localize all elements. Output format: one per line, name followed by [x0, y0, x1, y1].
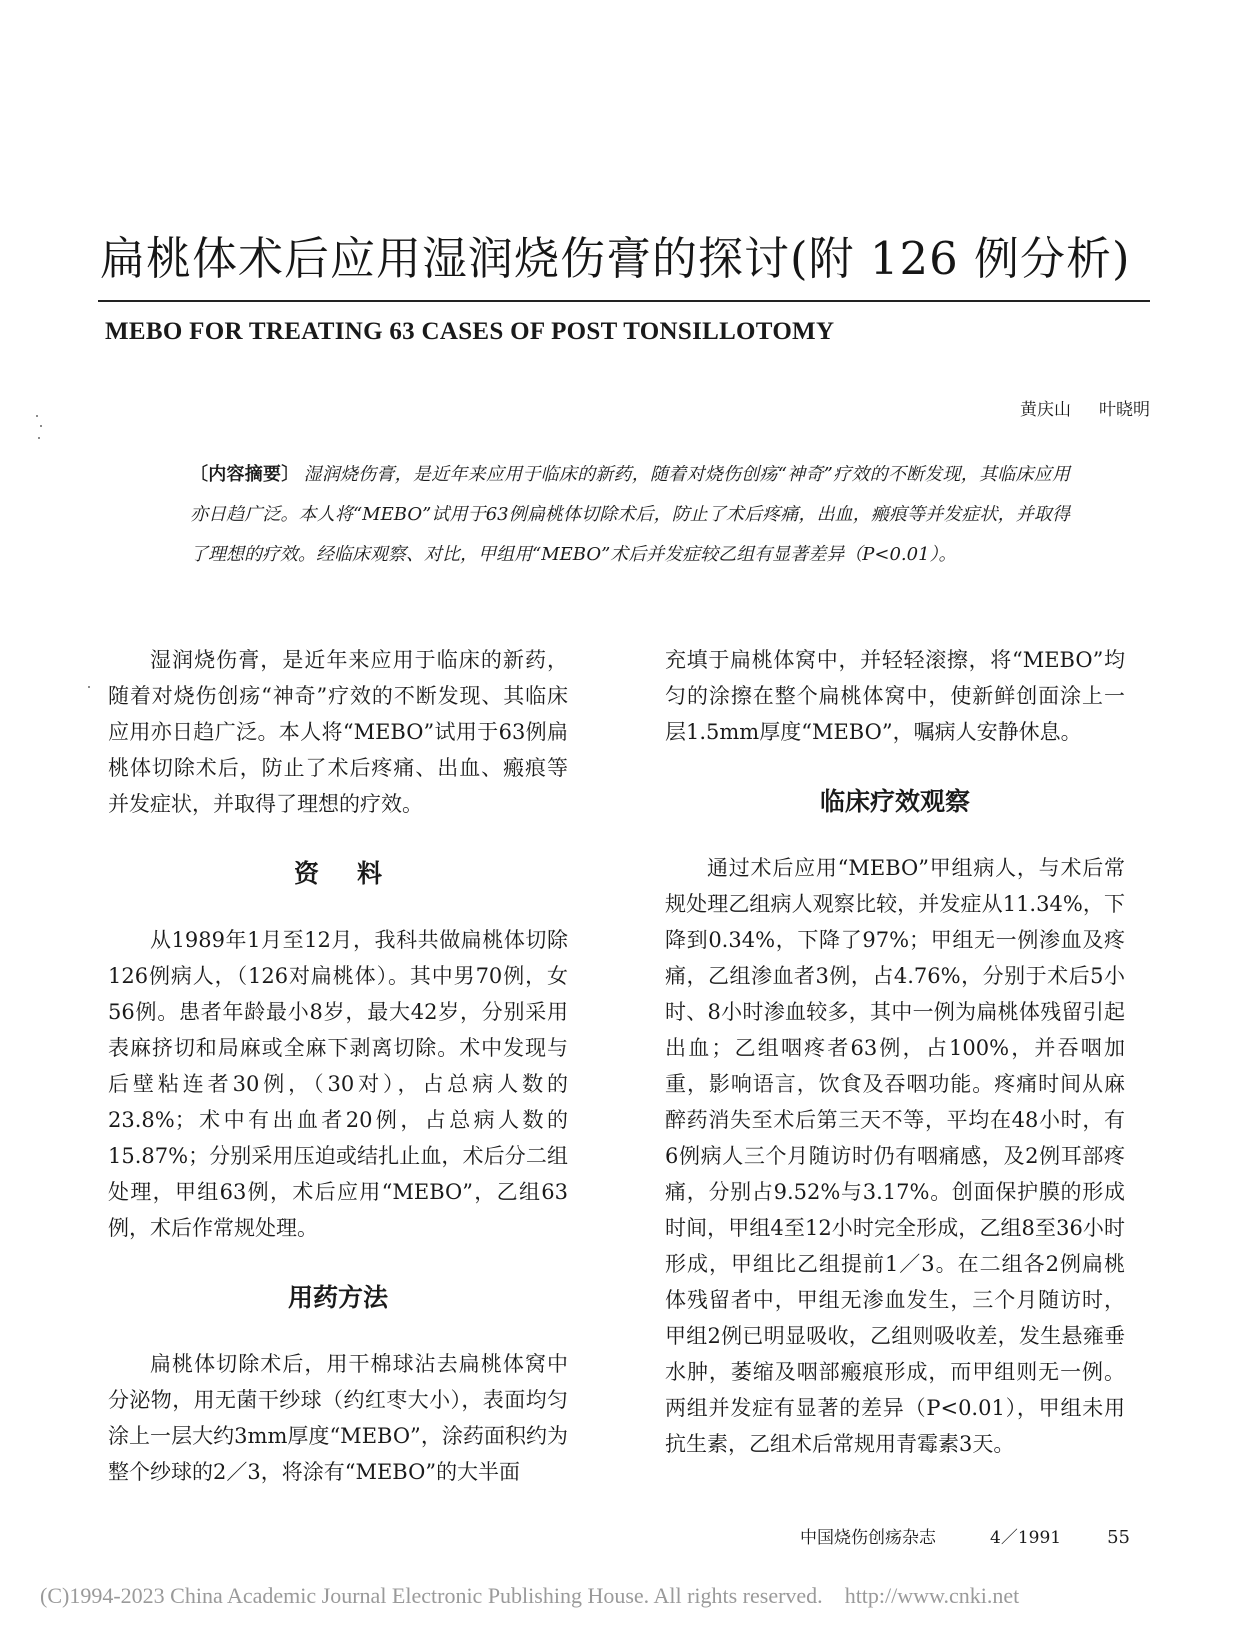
- scan-speck: [36, 415, 38, 417]
- abstract-text: 湿润烧伤膏，是近年来应用于临床的新药，随着对烧伤创疡“神奇”疗效的不断发现，其临床应用亦日趋广泛。本人将“MEBO”试用于63例扁桃体切除术后，防止了术后疼痛，出血，瘢痕等并发症状，并取得了理想的疗效。经临床观察、对比，甲组用“MEBO”术后并发症较乙组有显著差异（P<0.01）。: [190, 464, 1070, 565]
- issue-number: 4／1991: [990, 1528, 1062, 1548]
- scan-speck: [88, 686, 90, 688]
- observation-paragraph: 通过术后应用“MEBO”甲组病人，与术后常规处理乙组病人观察比较，并发症从11.34%，下降到0.34%，下降了97%；甲组无一例渗血及疼痛，乙组渗血者3例，占4.76%，分别于术后5小时、8小时渗血较多，其中一例为扁桃体残留引起出血；乙组咽疼者63例，占100%，并吞咽加重，影响语言，饮食及吞咽功能。疼痛时间从麻醉药消失至术后第三天不等，平均在48小时，有6例病人三个月随访时仍有咽痛感，及2例耳部疼痛，分别占9.52%与3.17%。创面保护膜的形成时间，甲组4至12小时完全形成，乙组8至36小时形成，甲组比乙组提前1／3。在二组各2例扁桃体残留者中，甲组无渗血发生，三个月随访时，甲组2例已明显吸收，乙组则吸收差，发生悬雍垂水肿，萎缩及咽部瘢痕形成，而甲组则无一例。两组并发症有显著的差异（P<0.01），甲组未用抗生素，乙组术后常规用青霉素3天。: [665, 856, 1125, 1456]
- author-name: 叶晓明: [1099, 400, 1150, 420]
- english-title: MEBO FOR TREATING 63 CASES OF POST TONSILLOTOMY: [105, 318, 835, 345]
- copyright-url: http://www.cnki.net: [844, 1583, 1020, 1608]
- author-name: 黄庆山: [1020, 400, 1071, 420]
- scan-speck: [40, 425, 42, 427]
- section-heading-materials: 资料: [293, 859, 420, 888]
- right-column: [665, 642, 1125, 1462]
- section-heading-observation: 临床疗效观察: [819, 787, 970, 816]
- method-paragraph-continued: 充填于扁桃体窝中，并轻轻滚擦，将“MEBO”均匀的涂擦在整个扁桃体窝中，使新鲜创面涂上一层1.5mm厚度“MEBO”，嘱病人安静休息。: [665, 648, 1125, 744]
- copyright-text: (C)1994-2023 China Academic Journal Electronic Publishing House. All rights reserved.: [40, 1583, 823, 1608]
- author-list: [900, 395, 1150, 420]
- materials-paragraph: 从1989年1月至12月，我科共做扁桃体切除126例病人，（126对扁桃体）。其中男70例，女56例。患者年龄最小8岁，最大42岁，分别采用表麻挤切和局麻或全麻下剥离切除。术中发现与后壁粘连者30例，（30对），占总病人数的23.8%；术中有出血者20例，占总病人数的15.87%；分别采用压迫或结扎止血，术后分二组处理，甲组63例，术后应用“MEBO”，乙组63例，术后作常规处理。: [108, 928, 568, 1240]
- article-title: 扁桃体术后应用湿润烧伤膏的探讨(附 126 例分析): [100, 232, 1131, 285]
- title-divider: [98, 300, 1150, 302]
- scan-speck: [38, 437, 40, 439]
- abstract: [190, 455, 1070, 575]
- page-footer: [800, 1523, 1150, 1548]
- intro-paragraph: 湿润烧伤膏，是近年来应用于临床的新药，随着对烧伤创疡“神奇”疗效的不断发现、其临床应用亦日趋广泛。本人将“MEBO”试用于63例扁桃体切除术后，防止了术后疼痛、出血、瘢痕等并发症状，并取得了理想的疗效。: [108, 648, 568, 816]
- left-column: [108, 642, 568, 1490]
- method-paragraph: 扁桃体切除术后，用干棉球沾去扁桃体窝中分泌物，用无菌干纱球（约红枣大小），表面均匀涂上一层大约3mm厚度“MEBO”，涂药面积约为整个纱球的2／3，将涂有“MEBO”的大半面: [108, 1352, 568, 1484]
- copyright-notice: [40, 1583, 1019, 1609]
- journal-name: 中国烧伤创疡杂志: [800, 1528, 936, 1548]
- page-number: 55: [1107, 1527, 1130, 1548]
- section-heading-method: 用药方法: [287, 1283, 388, 1312]
- abstract-label: 〔内容摘要〕: [190, 464, 300, 485]
